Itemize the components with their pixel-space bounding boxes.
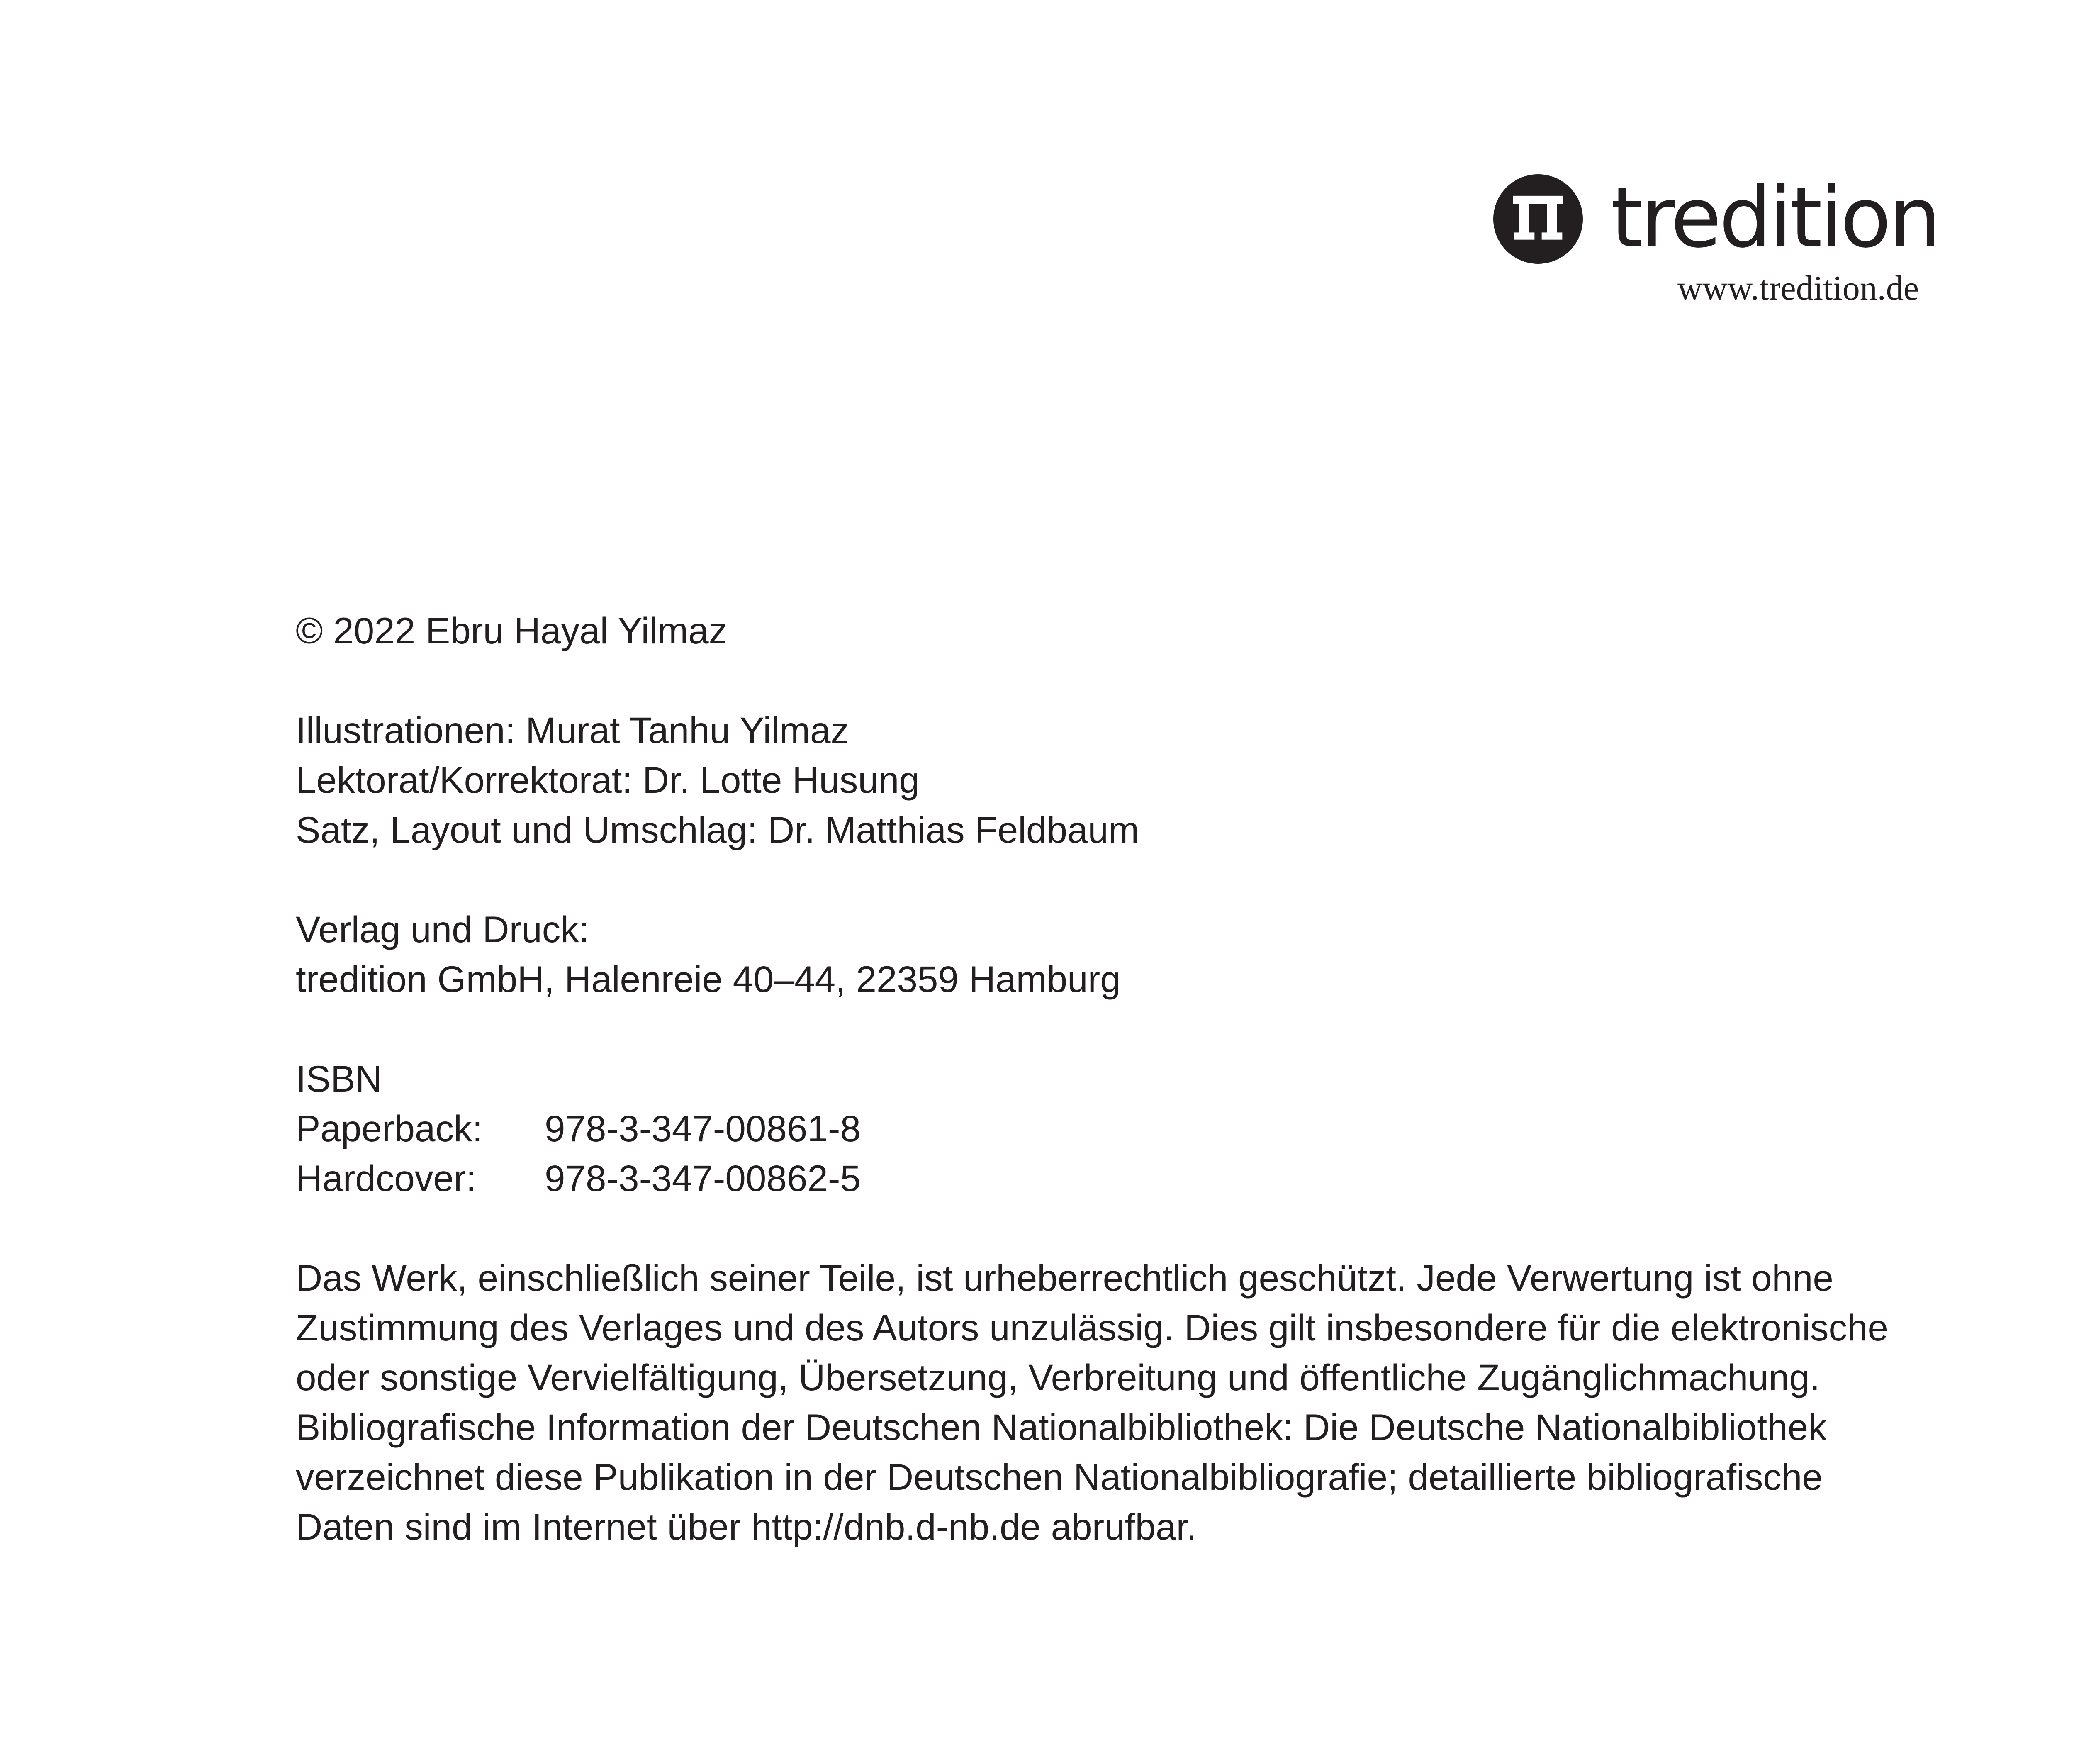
isbn-heading: ISBN xyxy=(296,1058,382,1099)
bibliographic-notice-paragraph: Bibliografische Information der Deutschen Nationalbibliothek: Die Deutsche Nationalbibliothek verzeichnet diese Publikation in der Deutschen Nationalbibliografie; detaillierte bibliografische Daten sind im Internet über http://dnb.d-nb.de abrufbar. xyxy=(296,1406,1827,1547)
isbn-label: Hardcover: xyxy=(296,1157,477,1199)
isbn-number: 978-3-347-00862-5 xyxy=(545,1157,861,1199)
credit-editing: Lektorat/Korrektorat: Dr. Lotte Husung xyxy=(296,759,920,801)
tredition-t-emblem-icon xyxy=(1493,174,1583,264)
spacer xyxy=(296,855,1917,904)
spacer xyxy=(296,1203,1917,1253)
logo-wordmark: tredition xyxy=(1611,170,1939,266)
publisher-address: tredition GmbH, Halenreie 40–44, 22359 Hamburg xyxy=(296,958,1121,1000)
isbn-label: Paperback: xyxy=(296,1108,483,1149)
publisher-logo xyxy=(1493,170,1939,311)
isbn-row-hardcover xyxy=(296,1153,1917,1203)
legal-notice-paragraph: Das Werk, einschließlich seiner Teile, ist urheberrechtlich geschützt. Jede Verwertung ist ohne Zustimmung des Verlages und des Autors unzulässig. Dies gilt insbesondere für die elektronische oder sonstige Vervielfältigung, Übersetzung, Verbreitung und öffentliche Zugänglichmachung. xyxy=(296,1257,1888,1398)
publisher-url[interactable]: www.tredition.de xyxy=(1677,269,1919,307)
credit-illustrations: Illustrationen: Murat Tanhu Yilmaz xyxy=(296,709,850,751)
isbn-number: 978-3-347-00861-8 xyxy=(545,1108,861,1149)
spacer xyxy=(296,655,1917,705)
spacer xyxy=(296,1004,1917,1054)
credit-layout: Satz, Layout und Umschlag: Dr. Matthias Feldbaum xyxy=(296,809,1139,850)
publisher-heading: Verlag und Druck: xyxy=(296,909,589,950)
copyright-line: © 2022 Ebru Hayal Yilmaz xyxy=(296,610,728,651)
isbn-row-paperback xyxy=(296,1104,1917,1153)
imprint-text xyxy=(296,606,1917,1552)
